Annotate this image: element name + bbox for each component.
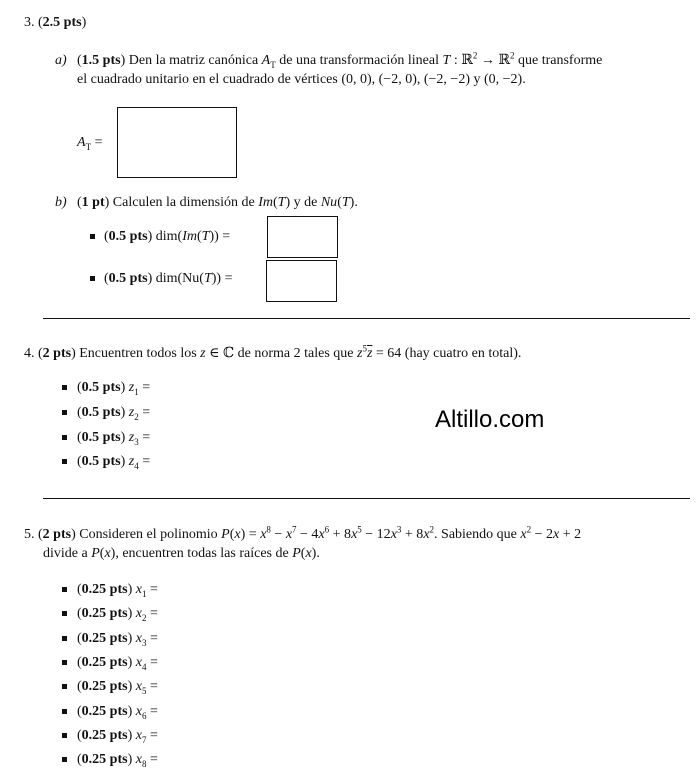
math-segment: 5 xyxy=(362,343,367,354)
text-segment: + 8 xyxy=(329,527,352,542)
math-segment: 2 pts xyxy=(42,527,72,542)
text-segment: ) xyxy=(127,727,136,743)
text-segment: ( xyxy=(77,727,82,743)
bullet xyxy=(62,757,67,762)
q3b-label: b) xyxy=(55,195,67,210)
q3-points: 2.5 xyxy=(42,15,61,30)
math-segment: x xyxy=(135,606,142,622)
text-segment: ( xyxy=(77,195,82,210)
text-segment: − 4 xyxy=(296,527,319,542)
text-segment: ) xyxy=(127,606,136,622)
q5-statement-line1 xyxy=(38,524,582,542)
math-segment: x xyxy=(318,527,325,542)
text-segment: ( xyxy=(77,752,82,768)
text-segment: ), encuentren todas las raíces de xyxy=(110,546,293,561)
text-segment: ( xyxy=(77,454,82,470)
math-segment: 0.25 pts xyxy=(81,582,128,597)
bullet xyxy=(62,385,67,390)
text-segment: = xyxy=(138,454,151,470)
math-segment: x xyxy=(135,679,142,695)
text-segment: ) xyxy=(120,429,129,445)
math-segment: 0.5 pts xyxy=(81,404,121,420)
q4-header xyxy=(24,343,522,362)
text-segment: ) xyxy=(120,404,129,420)
text-segment: ) xyxy=(127,752,136,768)
text-segment: = xyxy=(146,703,158,719)
text-segment: = xyxy=(138,429,151,445)
math-segment: 5 xyxy=(141,685,147,696)
math-segment: 4 xyxy=(141,661,147,672)
math-segment: 0.25 pts xyxy=(81,630,128,646)
bullet xyxy=(62,733,67,738)
bullet xyxy=(62,684,67,689)
q3b-nu-answer-box[interactable] xyxy=(266,260,337,302)
text-segment: ) = xyxy=(240,527,261,542)
math-segment: x xyxy=(552,527,560,542)
text-segment: = xyxy=(146,752,158,768)
math-segment: 3 xyxy=(396,524,402,535)
math-segment: P xyxy=(221,527,230,542)
text-segment: → ℝ xyxy=(477,53,510,68)
answer-item xyxy=(77,380,150,396)
math-segment: 0.25 pts xyxy=(81,679,128,695)
text-segment: = 64 (hay cuatro en total). xyxy=(372,346,522,361)
math-segment: x xyxy=(135,582,142,597)
q3-pts-word: pts xyxy=(63,15,82,30)
math-segment: 0.5 pts xyxy=(108,271,148,286)
math-segment: Im xyxy=(258,195,273,210)
math-segment: 0.25 pts xyxy=(81,727,128,743)
answer-item xyxy=(77,606,158,622)
q3a-answer-label xyxy=(77,135,102,151)
q4-statement xyxy=(38,343,522,361)
text-segment: − xyxy=(270,527,286,542)
math-segment: 3 xyxy=(141,637,147,648)
text-segment: ) xyxy=(127,582,136,597)
q3b-item-nu xyxy=(104,271,233,287)
text-segment: ( xyxy=(300,546,306,561)
text-segment: ) xyxy=(127,654,136,670)
text-segment: ) xyxy=(127,679,136,695)
math-segment: 0.25 pts xyxy=(81,752,128,768)
text-segment: de una transformación lineal xyxy=(275,53,443,68)
text-segment: : ℝ xyxy=(450,53,473,68)
text-segment: ). xyxy=(349,195,358,210)
text-segment: − 2 xyxy=(531,527,553,542)
math-segment: T xyxy=(203,271,212,286)
math-segment: 2 xyxy=(509,50,515,61)
text-segment: = xyxy=(138,380,151,395)
math-segment: 6 xyxy=(324,524,330,535)
math-segment: 2 pts xyxy=(42,346,72,361)
math-segment: x xyxy=(260,527,267,542)
math-segment: 7 xyxy=(141,734,147,745)
math-segment: z xyxy=(128,454,135,470)
q5-header xyxy=(24,524,582,543)
text-segment: ( xyxy=(77,53,82,68)
math-segment: 8 xyxy=(141,758,147,769)
math-segment: 1.5 pts xyxy=(81,53,121,68)
text-segment: ) y de xyxy=(285,195,321,210)
math-segment: z xyxy=(128,404,135,420)
math-segment: 8 xyxy=(266,524,271,535)
math-segment: x xyxy=(351,527,358,542)
bullet xyxy=(62,587,67,592)
bullet xyxy=(62,410,67,415)
math-segment: 2 xyxy=(472,50,478,61)
text-segment: = xyxy=(146,582,158,597)
math-segment: x xyxy=(135,727,142,743)
text-segment: que transforme xyxy=(514,53,603,68)
math-segment: 1 xyxy=(141,588,147,599)
text-segment: − 12 xyxy=(361,527,391,542)
text-segment: ( xyxy=(77,679,82,695)
answer-item xyxy=(77,704,158,720)
math-segment: T xyxy=(277,195,286,210)
math-segment: 0.5 pts xyxy=(81,429,121,445)
math-segment: x xyxy=(305,546,312,561)
text-segment: ( xyxy=(77,630,82,646)
text-segment: = xyxy=(146,606,158,622)
math-segment: 2 xyxy=(526,524,532,535)
text-segment: ) Den la matriz canónica xyxy=(120,53,262,68)
text-segment: + 2 xyxy=(559,527,582,542)
answer-item xyxy=(77,728,158,744)
math-segment: x xyxy=(104,546,111,561)
bullet xyxy=(62,709,67,714)
text-segment: + 8 xyxy=(401,527,424,542)
text-segment: = xyxy=(146,630,158,646)
text-segment: )) = xyxy=(209,229,231,244)
answer-item xyxy=(77,655,158,671)
q5-statement-line2 xyxy=(43,546,320,562)
math-segment: 5 xyxy=(357,524,362,535)
text-segment: ( xyxy=(77,582,82,597)
bullet xyxy=(62,636,67,641)
text-segment: = xyxy=(138,404,151,420)
math-segment: x xyxy=(135,752,142,768)
text-segment: ) xyxy=(127,703,136,719)
bullet xyxy=(90,276,95,281)
text-segment: . Sabiendo que xyxy=(434,527,521,542)
text-segment: ( xyxy=(196,229,202,244)
text-segment: )) = xyxy=(211,271,233,286)
text-segment: ). xyxy=(311,546,320,561)
answer-item xyxy=(77,752,158,768)
q3a-statement-line2 xyxy=(77,72,526,88)
math-segment: 0.25 pts xyxy=(81,703,128,719)
math-segment: T xyxy=(341,195,350,210)
text-segment: ( xyxy=(77,703,82,719)
math-segment: A xyxy=(77,135,86,150)
text-segment: ) dim(Nu( xyxy=(147,271,204,286)
text-segment: = xyxy=(146,679,158,695)
q3-number: 3. xyxy=(24,15,35,30)
answer-item xyxy=(77,631,158,647)
text-segment: ) xyxy=(127,630,136,646)
math-segment: Im xyxy=(182,229,197,244)
text-segment: el cuadrado unitario en el cuadrado de vértices (0, 0), (−2, 0), (−2, −2) y (0, −2). xyxy=(77,72,526,87)
text-segment: ( xyxy=(337,195,342,210)
divider xyxy=(43,318,690,319)
math-segment: $\overline{z}$ xyxy=(366,346,373,361)
math-segment: 0.25 pts xyxy=(81,606,128,622)
divider xyxy=(43,498,690,499)
bullet xyxy=(62,660,67,665)
q3a-answer-box[interactable] xyxy=(117,107,237,178)
math-segment: T xyxy=(442,53,451,68)
text-segment: ) xyxy=(120,380,129,395)
text-segment: ( xyxy=(77,429,82,445)
text-segment: ) xyxy=(120,454,129,470)
math-segment: T xyxy=(270,59,276,70)
bullet xyxy=(90,234,95,239)
text-segment: ( xyxy=(104,229,109,244)
answer-item xyxy=(77,679,158,695)
math-segment: 4 xyxy=(134,461,139,472)
math-segment: z xyxy=(128,429,135,445)
math-segment: z xyxy=(128,380,135,395)
math-segment: x xyxy=(135,703,142,719)
math-segment: T xyxy=(85,141,92,152)
text-segment: ( xyxy=(77,380,82,395)
q3a-statement-line1 xyxy=(77,50,603,70)
text-segment: ( xyxy=(77,404,82,420)
q3b-im-answer-box[interactable] xyxy=(267,216,338,258)
text-segment: ( xyxy=(272,195,278,210)
text-segment: ∈ ℂ de norma 2 tales que xyxy=(205,346,357,361)
bullet xyxy=(62,459,67,464)
math-segment: 0.5 pts xyxy=(108,229,148,244)
math-segment: x xyxy=(520,527,527,542)
answer-item xyxy=(77,430,150,446)
watermark: Altillo.com xyxy=(435,406,545,433)
q4-number: 4. xyxy=(24,346,35,361)
math-segment: x xyxy=(390,527,397,542)
math-segment: 2 xyxy=(141,613,147,624)
math-segment: 0.25 pts xyxy=(81,654,128,670)
q5-number: 5. xyxy=(24,527,35,542)
text-segment: ( xyxy=(38,527,43,542)
math-segment: A xyxy=(261,53,271,68)
text-segment: = xyxy=(146,654,158,670)
math-segment: z xyxy=(356,346,363,361)
text-segment: = xyxy=(91,135,103,150)
text-segment: = xyxy=(146,727,158,743)
q3b-item-im xyxy=(104,229,230,245)
math-segment: T xyxy=(201,229,210,244)
math-segment: z xyxy=(200,346,206,361)
text-segment: ( xyxy=(104,271,109,286)
math-segment: x xyxy=(234,527,241,542)
math-segment: x xyxy=(285,527,293,542)
answer-item xyxy=(77,454,150,470)
answer-item xyxy=(77,405,150,421)
text-segment: ( xyxy=(38,346,43,361)
bullet xyxy=(62,611,67,616)
answer-item xyxy=(77,582,158,598)
math-segment: x xyxy=(135,654,142,670)
text-segment: ( xyxy=(229,527,235,542)
math-segment: 2 xyxy=(429,524,435,535)
text-segment: divide a xyxy=(43,546,92,561)
math-segment: 0.5 pts xyxy=(81,380,121,395)
math-segment: 6 xyxy=(141,710,147,721)
q3a-label: a) xyxy=(55,53,67,68)
math-segment: P xyxy=(91,546,100,561)
q3b-statement xyxy=(77,195,358,211)
math-segment: 1 xyxy=(134,386,139,397)
text-segment: ) dim( xyxy=(147,229,183,244)
math-segment: Nu xyxy=(320,195,338,210)
math-segment: P xyxy=(292,546,301,561)
math-segment: x xyxy=(135,630,142,646)
math-segment: 7 xyxy=(292,524,297,535)
math-segment: x xyxy=(423,527,430,542)
text-segment: ( xyxy=(99,546,105,561)
math-segment: 0.5 pts xyxy=(81,454,121,470)
text-segment: ( xyxy=(77,654,82,670)
bullet xyxy=(62,435,67,440)
text-segment: ) Calculen la dimensión de xyxy=(104,195,259,210)
math-segment: 2 xyxy=(134,411,139,422)
text-segment: ( xyxy=(77,606,82,622)
text-segment: ) Consideren el polinomio xyxy=(71,527,222,542)
math-segment: 1 pt xyxy=(81,195,105,210)
math-segment: 3 xyxy=(134,436,139,447)
q3-header: 3. (2.5 pts) xyxy=(24,15,87,30)
text-segment: ) Encuentren todos los xyxy=(71,346,201,361)
